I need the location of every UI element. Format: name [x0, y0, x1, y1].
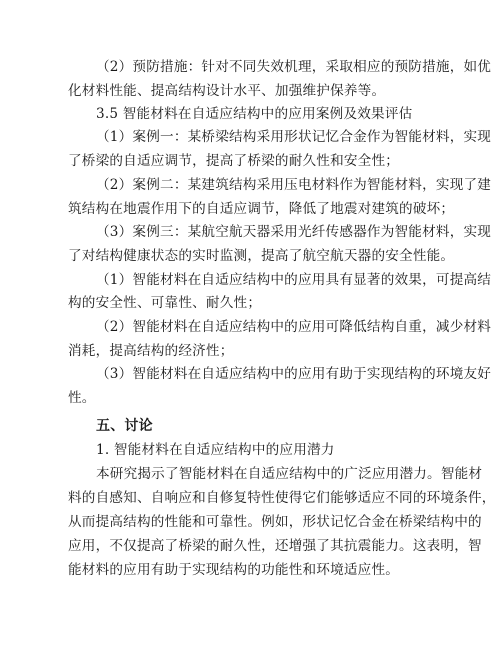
text-line: （2）案例二：某建筑结构采用压电材料作为智能材料，实现了建	[96, 177, 492, 193]
text-line: 本研究揭示了智能材料在自适应结构中的广泛应用潜力。智能材	[96, 466, 483, 482]
subsection-heading: 1. 智能材料在自适应结构中的应用潜力	[96, 442, 335, 458]
text-line: 消耗，提高结构的经济性；	[68, 343, 234, 359]
text-line: 了对结构健康状态的实时监测，提高了航空航天器的安全性能。	[68, 248, 455, 264]
section-heading: 3.5 智能材料在自适应结构中的应用案例及效果评估	[96, 106, 413, 122]
text-line: 从而提高结构的性能和可靠性。例如，形状记忆合金在桥梁结构中的	[68, 514, 482, 530]
text-line: （1）智能材料在自适应结构中的应用具有显著的效果，可提高结	[96, 272, 492, 288]
text-line: 性。	[68, 390, 96, 406]
text-line: 应用，不仅提高了桥梁的耐久性，还增强了其抗震能力。这表明，智	[68, 538, 482, 554]
chapter-heading: 五、讨论	[96, 418, 153, 434]
text-line: 能材料的应用有助于实现结构的功能性和环境适应性。	[68, 562, 400, 578]
text-line: 化材料性能、提高结构设计水平、加强维护保养等。	[68, 83, 386, 99]
text-line: 筑结构在地震作用下的自适应调节，降低了地震对建筑的破坏；	[68, 201, 455, 217]
text-line: 料的自感知、自响应和自修复特性使得它们能够适应不同的环境条件，	[68, 490, 496, 506]
text-line: 构的安全性、可靠性、耐久性；	[68, 295, 262, 311]
text-line: （2）预防措施：针对不同失效机理，采取相应的预防措施，如优	[96, 59, 492, 75]
text-line: 了桥梁的自适应调节，提高了桥梁的耐久性和安全性；	[68, 153, 400, 169]
text-line: （1）案例一：某桥梁结构采用形状记忆合金作为智能材料，实现	[96, 129, 492, 145]
text-line: （3）智能材料在自适应结构中的应用有助于实现结构的环境友好	[96, 366, 492, 382]
text-line: （3）案例三：某航空航天器采用光纤传感器作为智能材料，实现	[96, 224, 492, 240]
text-line: （2）智能材料在自适应结构中的应用可降低结构自重，减少材料	[96, 319, 492, 335]
